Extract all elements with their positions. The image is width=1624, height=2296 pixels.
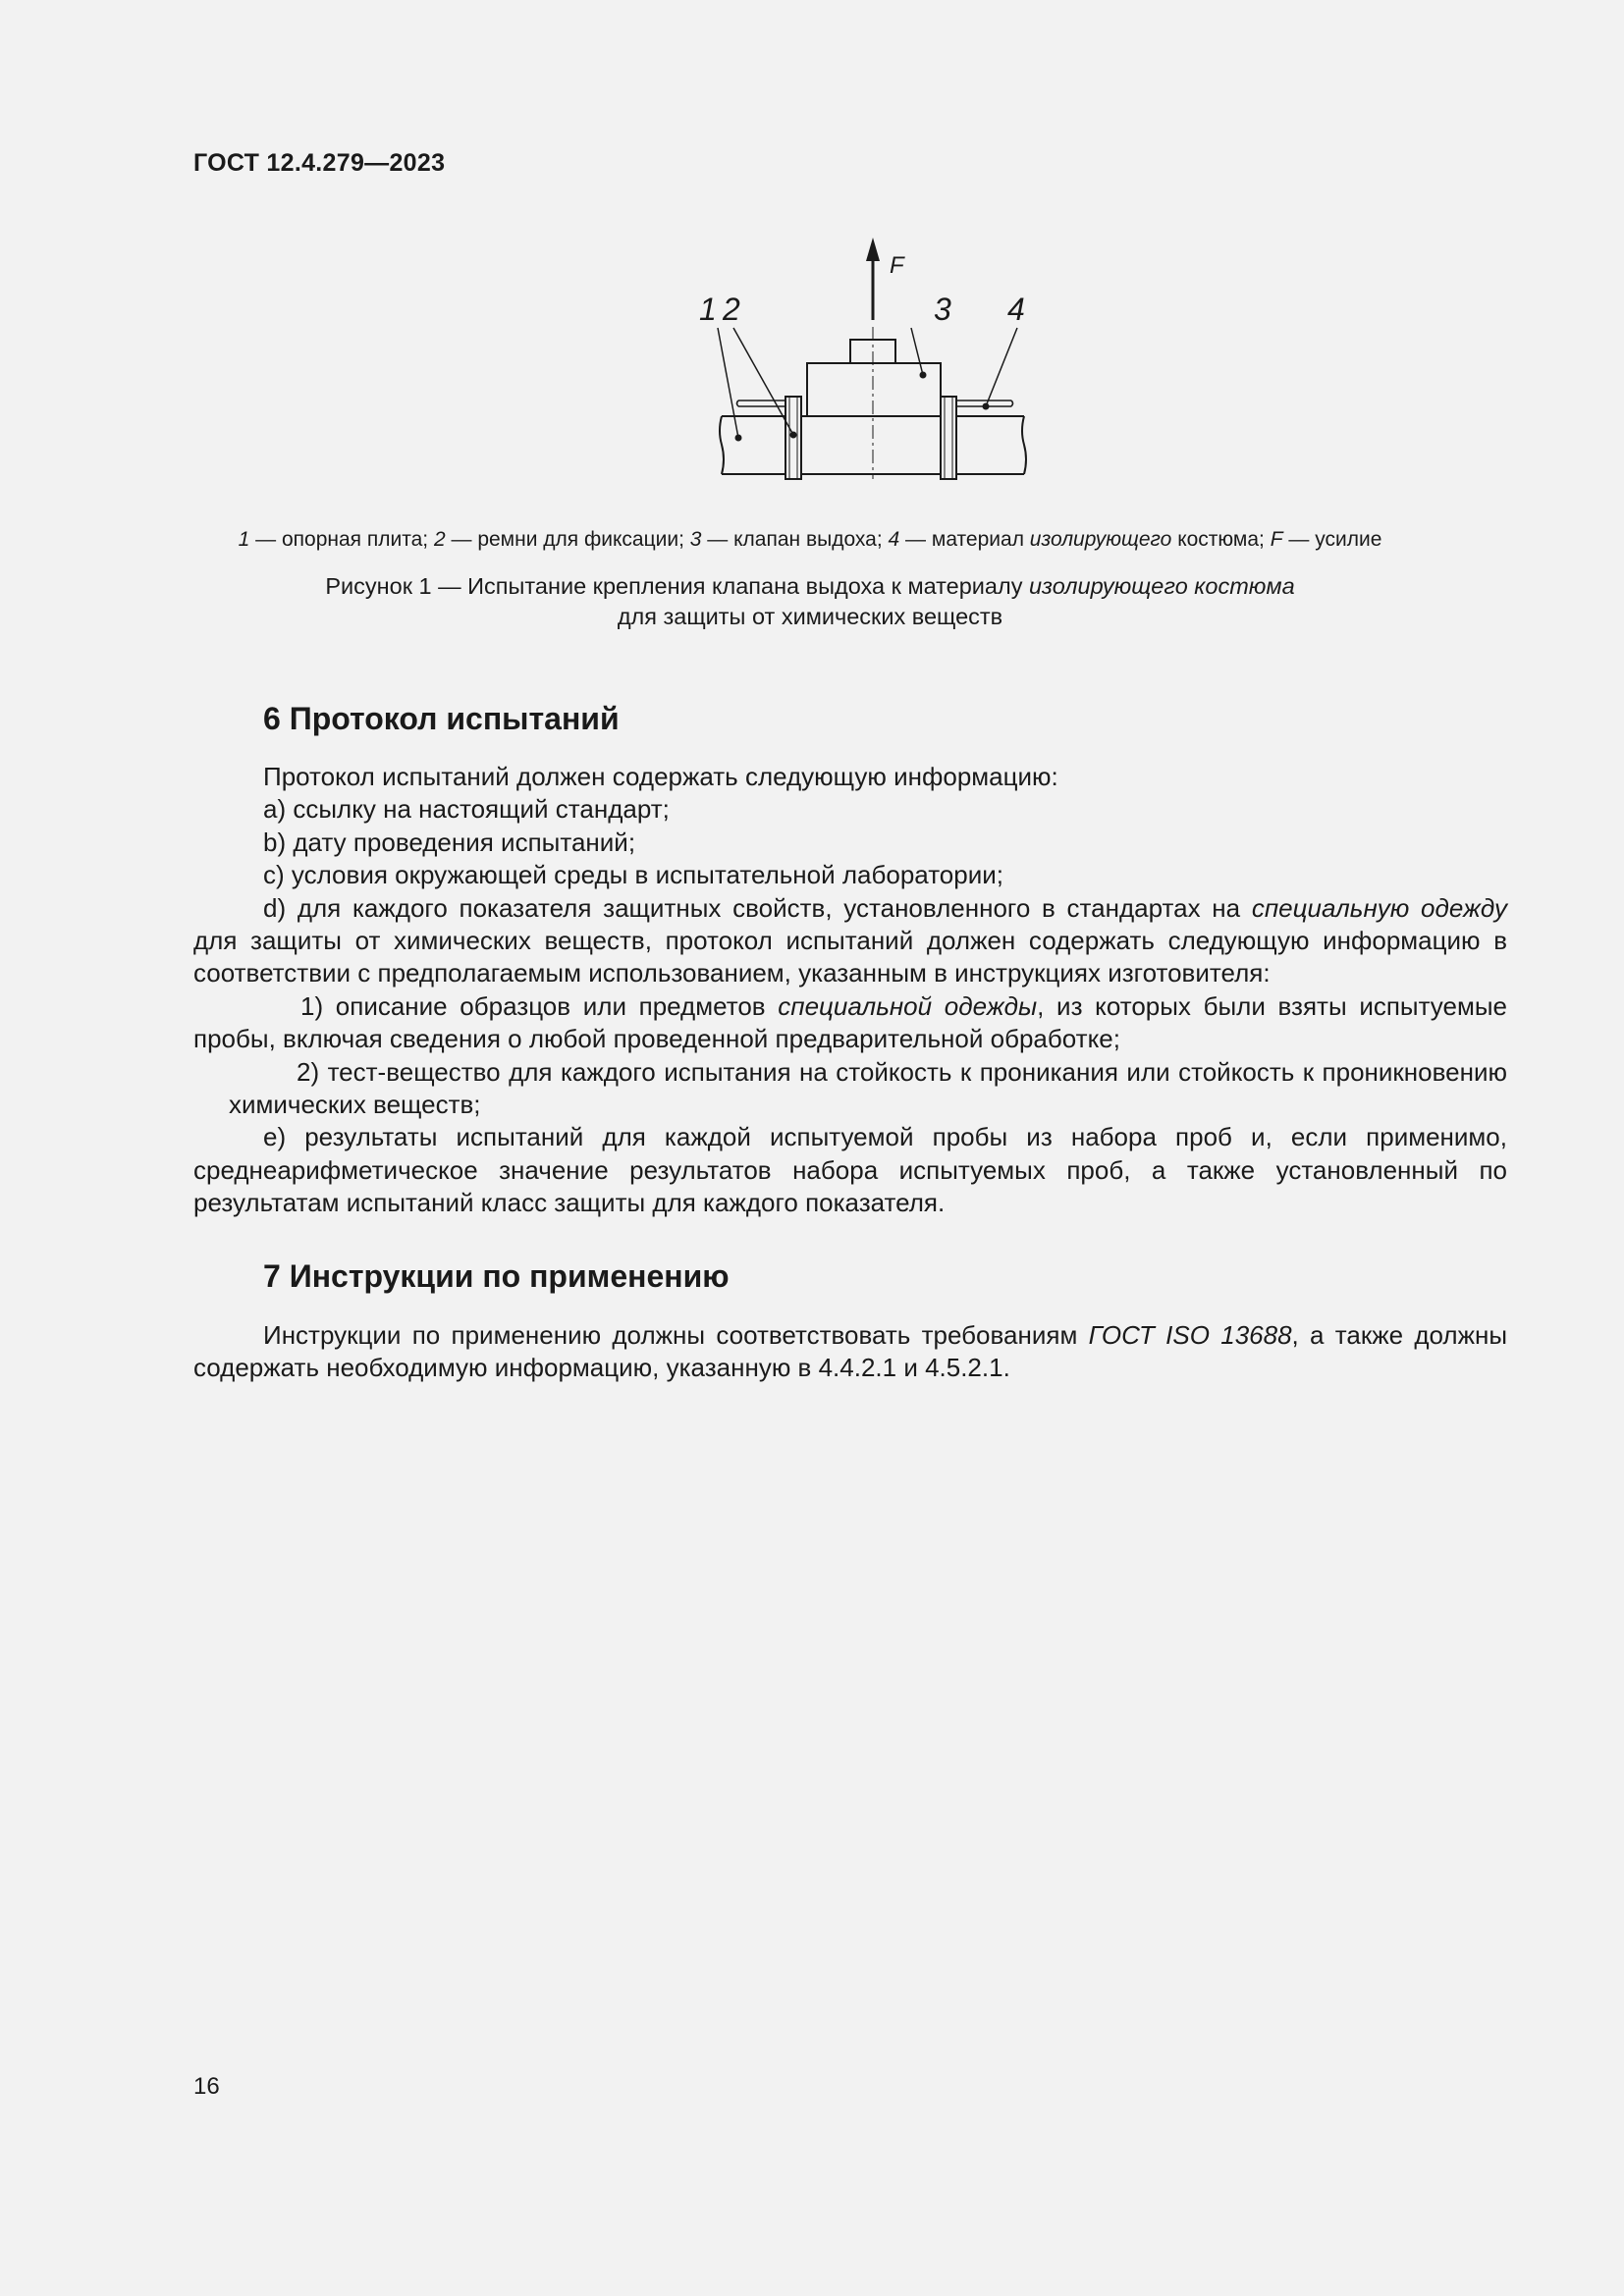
sub-item-2: 2) тест-вещество для каждого испытания на стойкость к проникания или стойкость к проникновению химических веществ;: [229, 1056, 1507, 1120]
caption-italic: изолирующего костюма: [1028, 573, 1295, 599]
section-7-italic: ГОСТ ISO 13688: [1088, 1320, 1292, 1350]
section-7-pre: Инструкции по применению должны соответствовать требованиям: [263, 1320, 1089, 1350]
force-arrow: [866, 238, 880, 320]
exhalation-valve: [807, 340, 941, 416]
list-item-c: c) условия окружающей среды в испытательной лаборатории;: [263, 860, 1003, 890]
force-label: F: [890, 252, 904, 279]
caption-line-2: для защиты от химических веществ: [617, 604, 1003, 629]
section-6-intro: Протокол испытаний должен содержать следующую информацию:: [263, 762, 1058, 791]
figure-caption: [147, 571, 1473, 632]
legend-text-3: — клапан выдоха;: [701, 528, 889, 551]
section-7-title: 7 Инструкции по применению: [263, 1258, 730, 1294]
section-6-body: [193, 761, 1507, 1220]
legend-text-f: — усилие: [1282, 528, 1382, 551]
legend-num-1: 1: [238, 528, 250, 551]
item-d-pre: d) для каждого показателя защитных свойств, установленного в стандартах на: [263, 892, 1252, 923]
sub1-italic: специальной одежды: [778, 990, 1038, 1021]
sub1-pre: 1) описание образцов или предметов: [300, 990, 779, 1021]
legend-num-3: 3: [689, 528, 702, 551]
legend-text-4c: костюма;: [1171, 528, 1271, 551]
legend-num-2: 2: [433, 528, 446, 551]
list-item-e: e) результаты испытаний для каждой испытуемой пробы из набора проб и, если применимо, среднеарифметическое значение результатов набора испытуемых проб, а также установленный по результатам испытаний класс защиты для каждого показателя.: [193, 1122, 1507, 1218]
label-2: 2: [723, 292, 740, 327]
label-1: 1: [699, 292, 717, 327]
legend-num-f: F: [1270, 528, 1283, 551]
sub1-post: , из которых были взяты испытуемые пробы, включая сведения о любой проведенной предварительной обработке;: [193, 990, 1507, 1054]
legend-num-4: 4: [888, 528, 900, 551]
section-6-title: 6 Протокол испытаний: [263, 701, 620, 736]
sub-item-1: [193, 990, 1507, 1056]
section-7-text: [193, 1319, 1507, 1385]
label-3: 3: [934, 292, 951, 327]
list-item-d: [193, 892, 1507, 990]
legend-text-4a: — материал: [899, 528, 1030, 551]
list-item-a: a) ссылку на настоящий стандарт;: [263, 794, 670, 825]
page-number: 16: [193, 2073, 220, 2100]
caption-line-1: [147, 571, 1473, 602]
list-item-b: b) дату проведения испытаний;: [263, 827, 636, 857]
figure-1-diagram: [699, 234, 1031, 489]
caption-part-1: Рисунок 1 — Испытание крепления клапана выдоха к материалу: [325, 573, 1029, 599]
standard-header: ГОСТ 12.4.279—2023: [193, 149, 446, 177]
legend-text-1: — опорная плита;: [249, 528, 434, 551]
item-d-post: для защиты от химических веществ, протокол испытаний должен содержать следующую информацию в соответствии с предполагаемым использованием, указанным в инструкциях изготовителя:: [193, 926, 1507, 988]
section-7-body: [193, 1319, 1507, 1385]
item-d-italic: специальную одежду: [1251, 892, 1507, 923]
legend-text-2: — ремни для фиксации;: [445, 528, 690, 551]
figure-legend: [147, 528, 1473, 552]
label-4: 4: [1007, 292, 1025, 327]
legend-text-4b: изолирующего: [1029, 528, 1172, 551]
section-7-post: , а также должны содержать необходимую информацию, указанную в 4.4.2.1 и 4.5.2.1.: [193, 1320, 1508, 1383]
position-numbers: [699, 292, 1025, 327]
